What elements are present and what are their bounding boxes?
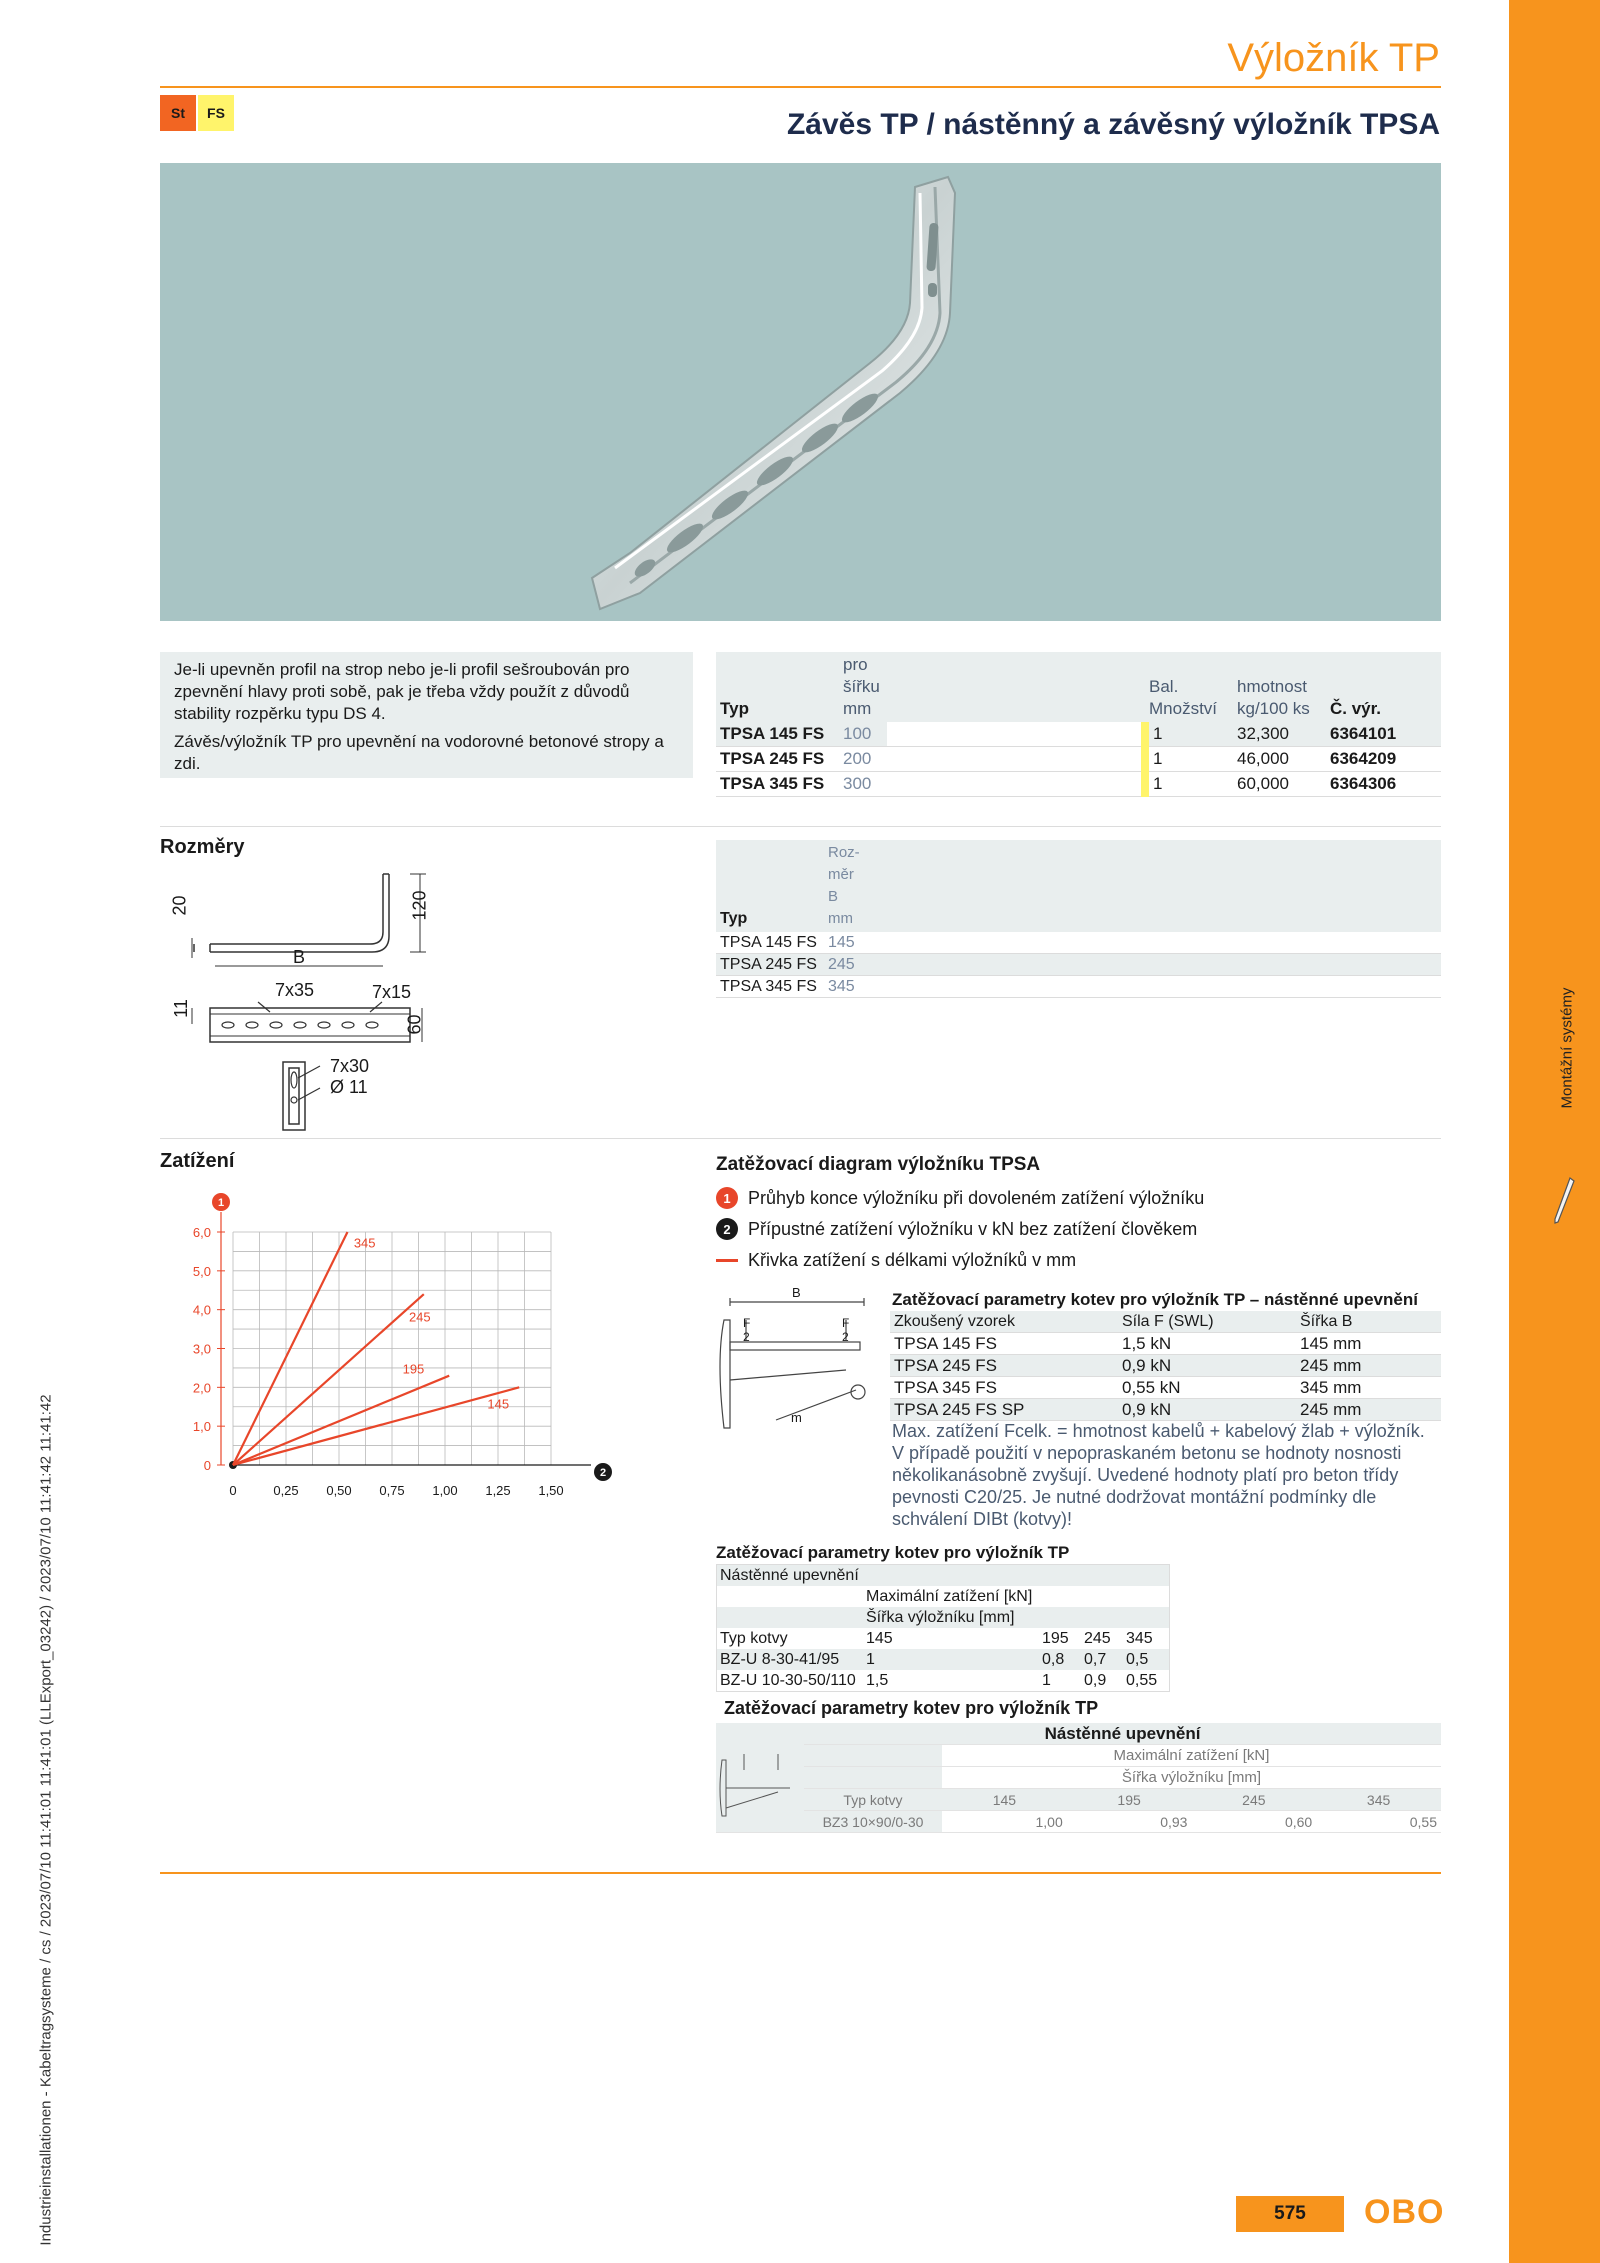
dim-label-diameter: Ø 11 (330, 1077, 368, 1097)
dim-label-60: 60 (404, 1014, 425, 1035)
note-paragraph-2: Závěs/výložník TP pro upevnění na vodorovné betonové stropy a zdi. (174, 732, 664, 773)
diagram-title: Zatěžovací diagram výložníku TPSA (716, 1154, 1041, 1175)
load-note: Max. zatížení Fcelk. = hmotnost kabelů + kabelový žlab + výložník. V případě použití v nepopraskaném betonu se hodnoty nosnosti několikanásobně zvyšují. Uvedené hodnoty platí pro beton třídy pevnosti C20/25. Je nutné dodržovat montážní podmínky dle schválení DIBt (kotvy)! (892, 1421, 1425, 1529)
col-weight: hmotnost kg/100 ks (1233, 652, 1326, 722)
y-tick-label: 2,0 (192, 1380, 211, 1396)
x-tick-label: 1,00 (432, 1483, 458, 1498)
y-tick-label: 1,0 (192, 1419, 211, 1435)
table-row: BZ-U 10-30-50/110 1,5 1 0,9 0,55 (720, 1671, 1158, 1689)
anchor-table-3-title: Zatěžovací parametry kotev pro výložník TP (724, 1698, 1099, 1718)
dim-label-slot-7x30: 7x30 (330, 1056, 370, 1076)
y-tick-label: 6,0 (192, 1225, 211, 1240)
anchor-table-3: Nástěnné upevnění Maximální zatížení [kN] Šířka výložníku [mm] Typ kotvy 145 195 245 345 BZ3 10×90/0-30 1,00 0,93 0,60 0,55 (716, 1723, 1441, 1833)
x-tick-label: 0 (229, 1483, 237, 1498)
table-row: TPSA 245 FS SP 0,9 kN 245 mm (890, 1399, 1441, 1421)
y-axis-marker-label: 1 (217, 1197, 225, 1209)
dim-label-11: 11 (170, 999, 191, 1018)
y-tick-label: 4,0 (192, 1302, 211, 1318)
mounting-note (160, 652, 693, 778)
page-title: Výložník TP (1227, 36, 1440, 80)
x-tick-label: 0,25 (273, 1483, 299, 1498)
x-tick-label: 1,25 (485, 1483, 511, 1498)
product-title: Závěs TP / nástěnný a závěsný výložník TPSA (786, 108, 1440, 141)
divider (160, 826, 1441, 827)
anchor-table-2-title: Zatěžovací parametry kotev pro výložník TP (716, 1543, 1070, 1562)
sketch-label-m: m (791, 1410, 802, 1425)
dim-label-b: B (293, 947, 306, 967)
sidebar-label: Montážní systémy (1558, 987, 1576, 1109)
legend-item-curve: Křivka zatížení s délkami výložníků v mm (716, 1250, 1076, 1271)
sketch-label-f-left: F (743, 1316, 751, 1330)
col-typ: Typ (716, 652, 839, 722)
dimension-table: Typ Roz- měr B mm TPSA 145 FS 145 TPSA 245 FS 245 TPSA 345 FS 345 (716, 840, 1441, 998)
table-row: TPSA 345 FS 345 (716, 976, 1441, 998)
marker-1-icon: 1 (716, 1187, 738, 1209)
x-axis-marker-label: 2 (599, 1467, 607, 1479)
table-row: TPSA 245 FS 0,9 kN 245 mm (890, 1355, 1441, 1377)
page-number: 575 (1236, 2196, 1344, 2232)
dimensions-heading: Rozměry (160, 836, 245, 858)
legend-item-load: 2 Přípustné zatížení výložníku v kN bez zatížení člověkem (716, 1218, 1197, 1240)
brand-logo: OBO (1364, 2193, 1445, 2231)
sketch-label-2-right: 2 (842, 1330, 849, 1344)
y-tick-label: 3,0 (192, 1341, 211, 1357)
col-width: pro šířku mm (839, 652, 887, 722)
table-row: TPSA 245 FS 245 (716, 954, 1441, 976)
product-table (716, 652, 1441, 797)
anchor-table-2: Nástěnné upevnění Maximální zatížení [kN] Šířka výložníku [mm] Typ kotvy 145 195 245 345 BZ-U 8-30-41/95 1 0,8 0,7 0,5 BZ-U 10-30-50/110 1,5 1 0,9 0,55 (716, 1564, 1170, 1692)
table-row: TPSA 345 FS 0,55 kN 345 mm (890, 1377, 1441, 1399)
sketch-label-2-left: 2 (743, 1330, 750, 1344)
note-paragraph-1: Je-li upevněn profil na strop nebo je-li profil sešroubován pro zpevnění hlavy proti sobě, pak je třeba vždy použít z důvodů stability rozpěrku typu DS 4. (174, 660, 630, 723)
export-metadata: Industrieinstallationen - Kabeltragsysteme / cs / 2023/07/10 11:41:01 11:41:01 (LLExport_03242) / 2023/07/10 11:41:42 11:41:42 (37, 1394, 55, 2246)
table-row: BZ3 10×90/0-30 1,00 0,93 0,60 0,55 (716, 1811, 1441, 1833)
red-line-icon (716, 1259, 738, 1262)
dim-label-slot-7x15: 7x15 (372, 982, 412, 1002)
series-label-195: 195 (402, 1361, 425, 1377)
material-badge-fs: FS (198, 95, 234, 131)
legend-item-deflection: 1 Průhyb konce výložníku při dovoleném zatížení výložníku (716, 1187, 1204, 1209)
pencil-icon (1552, 1176, 1576, 1231)
series-label-345: 345 (353, 1235, 376, 1251)
x-tick-label: 0,75 (379, 1483, 405, 1498)
sketch-label-f-right: F (842, 1316, 850, 1330)
divider (160, 1138, 1441, 1139)
load-heading: Zatížení (160, 1150, 235, 1172)
table-row: TPSA 145 FS 100 1 32,300 6364101 (716, 722, 1441, 747)
sketch-label-b: B (792, 1285, 801, 1300)
table-row: BZ-U 8-30-41/95 1 0,8 0,7 0,5 (717, 1649, 1170, 1670)
header-rule (160, 86, 1441, 88)
table-row: TPSA 145 FS 1,5 kN 145 mm (890, 1333, 1441, 1355)
col-dim-b: Roz- měr B mm (824, 840, 1441, 932)
footer-rule (160, 1872, 1441, 1874)
dim-label-120: 120 (409, 890, 430, 921)
material-badge-st: St (160, 95, 196, 131)
wall-mount-sketch-small (718, 1750, 794, 1822)
x-tick-label: 0,50 (326, 1483, 352, 1498)
wall-anchor-table: Zkoušený vzorek Síla F (SWL) Šířka B TPSA 145 FS 1,5 kN 145 mm TPSA 245 FS 0,9 kN 245 mm TPSA 345 FS 0,55 kN 345 mm TPSA 245 FS SP 0,9 kN 245 mm (890, 1311, 1441, 1421)
y-tick-label: 0 (203, 1458, 211, 1473)
series-line-195 (233, 1376, 449, 1465)
wall-anchor-title: Zatěžovací parametry kotev pro výložník TP – nástěnné upevnění (892, 1290, 1418, 1309)
series-label-145: 145 (487, 1396, 510, 1412)
dim-label-20: 20 (169, 895, 190, 916)
table-row: TPSA 145 FS 145 (716, 932, 1441, 954)
load-chart (160, 1180, 607, 1520)
section-sidebar (1509, 0, 1600, 2263)
col-qty: Bal. Množství (1145, 652, 1233, 722)
table-row: TPSA 345 FS 300 1 60,000 6364306 (716, 772, 1441, 797)
y-tick-label: 5,0 (192, 1263, 211, 1279)
series-label-245: 245 (408, 1309, 431, 1325)
table-row: TPSA 245 FS 200 1 46,000 6364209 (716, 747, 1441, 772)
x-tick-label: 1,50 (538, 1483, 564, 1498)
product-image (160, 163, 1441, 621)
marker-2-icon: 2 (716, 1218, 738, 1240)
col-art: Č. výr. (1326, 652, 1441, 722)
dim-label-slot-7x35: 7x35 (275, 980, 315, 1000)
